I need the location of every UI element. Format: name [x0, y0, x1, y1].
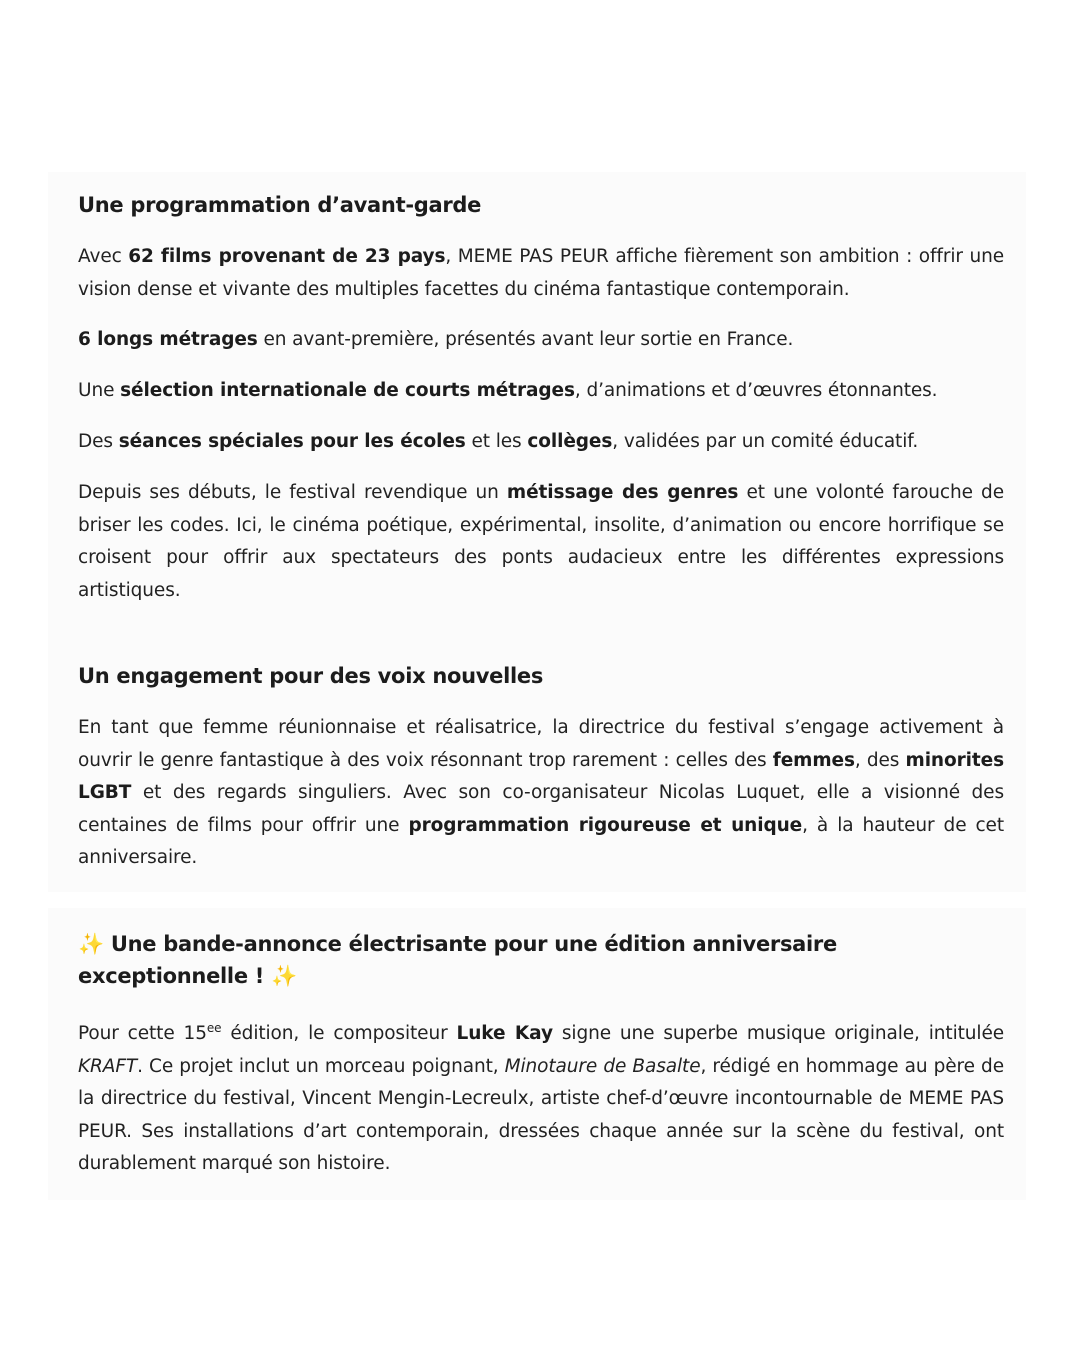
paragraph-seances-speciales: Des séances spéciales pour les écoles et les collèges, validées par un comité éducatif.: [78, 431, 919, 452]
section-bande-annonce: [78, 928, 1004, 992]
content-card-trailer: [48, 908, 1026, 1200]
highlight-programmation-rigoureuse: programmation rigoureuse et unique: [408, 814, 803, 836]
highlight-62-films: 62 films provenant de 23 pays: [128, 246, 446, 267]
paragraph-62-films: Avec 62 films provenant de 23 pays, MEME PAS PEUR affiche fièrement son ambition : offrir une vision dense et vivante des multiples facettes du cinéma fantastique contemporain.: [78, 246, 1004, 300]
section-heading-programmation: Une programmation d’avant-garde: [78, 193, 482, 217]
section-heading-engagement: Un engagement pour des voix nouvelles: [78, 664, 544, 688]
highlight-seances-speciales: séances spéciales pour les écoles: [118, 431, 466, 452]
content-card-main: [48, 172, 1026, 892]
highlight-luke-kay: Luke Kay: [456, 1023, 553, 1044]
title-kraft: KRAFT: [78, 1055, 138, 1077]
paragraph-longs-metrages: 6 longs métrages en avant-première, présentés avant leur sortie en France.: [78, 329, 794, 350]
sparkle-icon: ✨: [271, 964, 297, 988]
highlight-minorites-lgbt: minorites LGBT: [78, 749, 1004, 803]
highlight-longs-metrages: 6 longs métrages: [78, 329, 258, 350]
highlight-femmes: femmes: [772, 749, 855, 771]
superscript-ee: ee: [206, 1021, 222, 1035]
highlight-metissage: métissage des genres: [506, 482, 739, 503]
paragraph-voix-nouvelles: En tant que femme réunionnaise et réalisatrice, la directrice du festival s’engage activement à ouvrir le genre fantastique à des voix résonnant trop rarement : celles des femmes, des minorites LGBT et des regards singuliers. Avec son co-organisateur Nicolas Luquet, elle a visionné des centaines de films pour offrir une programmation rigoureuse et unique, à la hauteur de cet anniversaire.: [78, 717, 1004, 868]
highlight-colleges: collèges: [527, 431, 613, 452]
highlight-selection-internationale: sélection internationale de courts métrages: [120, 380, 575, 401]
sparkle-icon: ✨: [78, 932, 104, 956]
section-engagement: [78, 660, 1004, 692]
title-minotaure-de-basalte: Minotaure de Basalte: [504, 1055, 701, 1077]
section-heading-bande-annonce: ✨ Une bande-annonce électrisante pour une édition anniversaire exceptionnelle ! ✨: [78, 932, 837, 988]
section-programmation: [78, 189, 1004, 221]
paragraph-courts-metrages: Une sélection internationale de courts métrages, d’animations et d’œuvres étonnantes.: [78, 380, 938, 401]
paragraph-luke-kay: Pour cette $15^{ee}$ édition, le compositeur Luke Kay signe une superbe musique originale, intitulée KRAFT. Ce projet inclut un morceau poignant, Minotaure de Basalte, rédigé en hommage au père de la directrice du festival, Vincent Mengin-Lecreulx, artiste chef-d’œuvre incontournable de MEME PAS PEUR. Ses installations d’art contemporain, dressées chaque année sur la scène du festival, ont durablement marqué son histoire.: [78, 1021, 1005, 1174]
paragraph-metissage: Depuis ses débuts, le festival revendique un métissage des genres et une volonté farouche de briser les codes. Ici, le cinéma poétique, expérimental, insolite, d’animation ou encore horrifique se croisent pour offrir aux spectateurs des ponts audacieux entre les différentes expressions artistiques.: [78, 482, 1004, 601]
